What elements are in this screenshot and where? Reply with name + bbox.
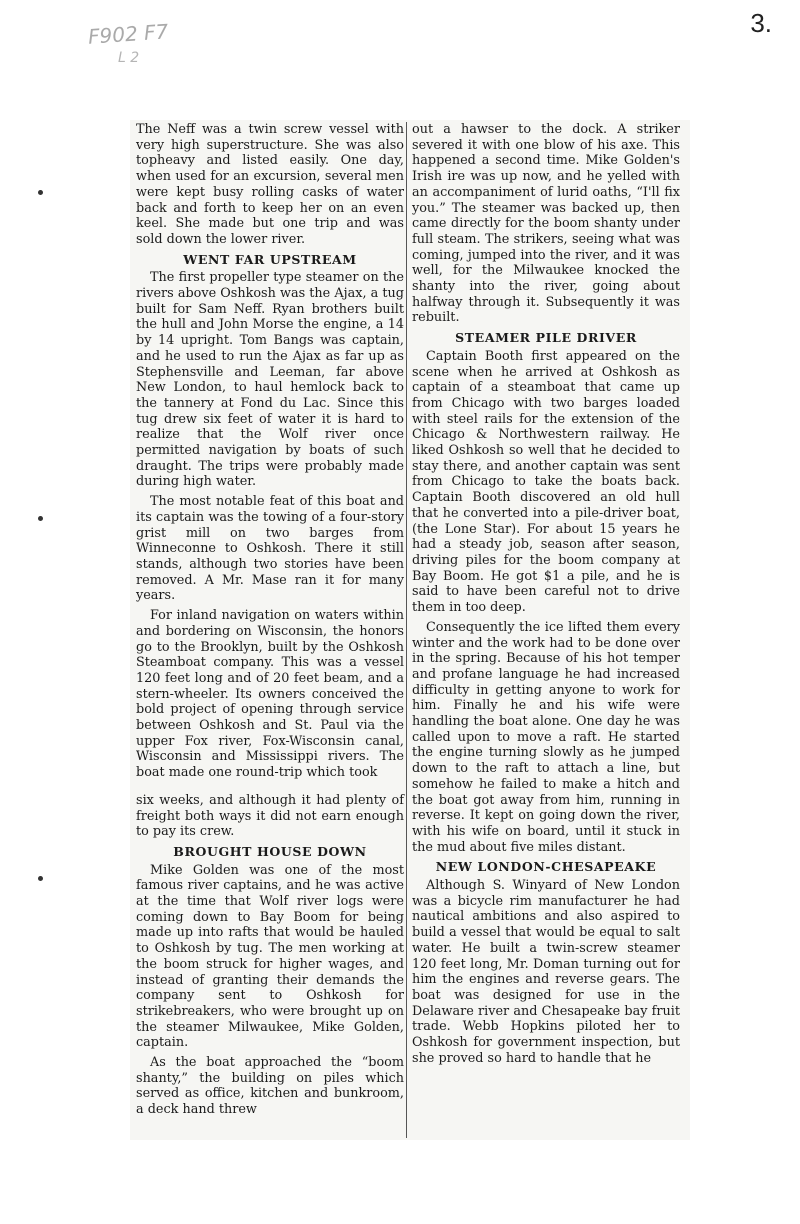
archive-code: F902 F7 [87, 19, 170, 49]
column-rule [406, 122, 407, 1138]
article-column-right [412, 122, 680, 1070]
article-paragraph: six weeks, and although it had plenty of freight both ways it did not earn enough to pay its crew. [136, 792, 404, 840]
article-paragraph: Captain Booth first appeared on the scene when he arrived at Oshkosh as captain of a steamboat that came up from Chicago with two barges loaded with steel rails for the extension of the Chicago & Northwestern railway. He liked Oshkosh so well that he decided to stay there, and another captain was sent from Chicago to take the boats back. Captain Booth discovered an old hull that he converted into a pile-driver boat, (the Lone Star). For about 15 years he had a steady job, season after season, driving piles for the boom company at Bay Boom. He got $1 a pile, and he is said to have been careful not to drive them in too deep. [412, 348, 680, 616]
article-paragraph: out a hawser to the dock. A striker severed it with one blow of his axe. This happened a second time. Mike Golden's Irish ire was up now, and he yelled with an accompaniment of lurid oaths, “I'll fix you.” The steamer was backed up, then came directly for the boom shanty under full steam. The strikers, seeing what was coming, jumped into the river, and it was well, for the Milwaukee knocked the shanty into the river, going about halfway through it. Subsequently it was rebuilt. [412, 122, 680, 326]
article-paragraph: The first propeller type steamer on the rivers above Oshkosh was the Ajax, a tug built for Sam Neff. Ryan brothers built the hull and John Morse the engine, a 14 by 14 upright. Tom Bangs was captain, and he used to run the Ajax as far up as Stephensville and Leeman, far above New London, to haul hemlock back to the tannery at Fond du Lac. Since this tug drew six feet of water it is hard to realize that the Wolf river once permitted navigation by boats of such draught. The trips were probably made during high water. [136, 270, 404, 490]
section-heading: NEW LONDON-CHESAPEAKE [435, 859, 657, 875]
article-column-left [136, 122, 404, 1122]
article-paragraph: The Neff was a twin screw vessel with very high superstructure. She was also topheavy and listed easily. One day, when used for an excursion, several men were kept busy rolling casks of water back and forth to keep her on an even keel. She made but one trip and was sold down the lower river. [136, 122, 404, 247]
article-paragraph: Although S. Winyard of New London was a bicycle rim manufacturer he had nautical ambitions and also aspired to build a vessel that would be equal to salt water. He built a twin-screw steamer 120 feet long, Mr. Doman turning out for him the engines and reverse gears. The boat was designed for use in the Delaware river and Chesapeake bay fruit trade. Webb Hopkins piloted her to Oshkosh for government inspection, but she proved so hard to handle that he [412, 878, 680, 1066]
section-heading: BROUGHT HOUSE DOWN [173, 843, 367, 859]
article-paragraph: For inland navigation on waters within and bordering on Wisconsin, the honors go to the Brooklyn, built by the Oshkosh Steamboat company. This was a vessel 120 feet long and of 20 feet beam, and a stern-wheeler. Its owners conceived the bold project of opening through service between Oshkosh and St. Paul via the upper Fox river, Fox-Wisconsin canal, Wisconsin and Mississippi rivers. The boat made one round-trip which took [136, 608, 404, 781]
archive-sub: L 2 [118, 50, 140, 66]
section-heading: WENT FAR UPSTREAM [183, 251, 357, 267]
column-break [136, 785, 404, 793]
punch-mark [38, 516, 43, 521]
article-paragraph: As the boat approached the “boom shanty,” the building on piles which served as office, kitchen and bunkroom, a deck hand threw [136, 1055, 404, 1118]
article-paragraph: Mike Golden was one of the most famous river captains, and he was active at the time that Wolf river logs were coming down to Bay Boom for being made up into rafts that would be hauled to Oshkosh by tug. The men working at the boom struck for higher wages, and instead of granting their demands the company sent to Oshkosh for strikebreakers, who were brought up on the steamer Milwaukee, Mike Golden, captain. [136, 862, 404, 1051]
punch-mark [38, 190, 43, 195]
article-paragraph: Consequently the ice lifted them every winter and the work had to be done over in the spring. Because of his hot temper and profane language he had increased difficulty in getting anyone to work for him. Finally he and his wife were handling the boat alone. One day he was called upon to move a raft. He started the engine turning slowly as he jumped down to the raft to attach a line, but somehow he failed to make a hitch and the boat got away from him, running in reverse. It kept on going down the river, with his wife on board, until it stuck in the mud about five miles distant. [412, 619, 680, 855]
page-number: 3. [750, 8, 772, 38]
article-paragraph: The most notable feat of this boat and its captain was the towing of a four-story grist mill on two barges from Winneconne to Oshkosh. There it still stands, although two stories have been removed. A Mr. Mase ran it for many years. [136, 494, 404, 604]
punch-mark [38, 876, 43, 881]
section-heading: STEAMER PILE DRIVER [455, 330, 637, 346]
